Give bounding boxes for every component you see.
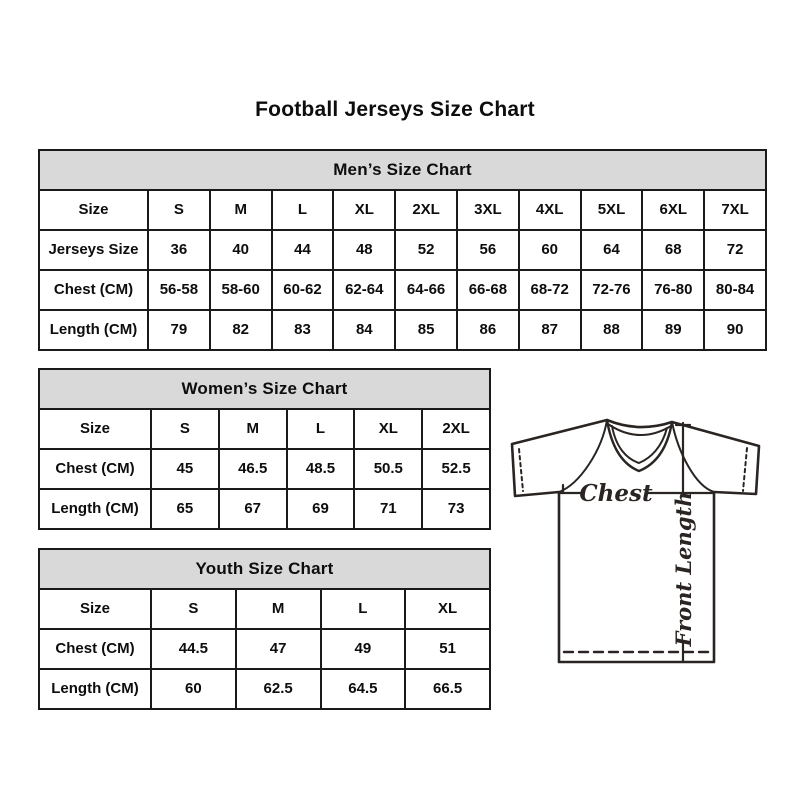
table-cell: L [272,190,334,230]
table-cell: 62.5 [236,669,321,709]
jersey-outline [512,420,759,662]
youth-table-title: Youth Size Chart [39,549,490,589]
womens-size-table [38,368,491,530]
table-cell: 48.5 [287,449,355,489]
table-cell: 90 [704,310,766,350]
table-cell: L [321,589,406,629]
table-cell: 46.5 [219,449,287,489]
table-cell: 87 [519,310,581,350]
table-row [39,190,766,230]
table-cell: M [219,409,287,449]
table-cell: 66.5 [405,669,490,709]
row-label: Chest (CM) [39,449,151,489]
table-cell: 79 [148,310,210,350]
table-cell: XL [405,589,490,629]
table-cell: 52.5 [422,449,490,489]
table-cell: 85 [395,310,457,350]
table-cell: 40 [210,230,272,270]
table-title-row [39,150,766,190]
table-title-row [39,549,490,589]
table-cell: 48 [333,230,395,270]
table-cell: L [287,409,355,449]
table-cell: 88 [581,310,643,350]
table-cell: 47 [236,629,321,669]
row-label: Length (CM) [39,310,148,350]
table-cell: 56-58 [148,270,210,310]
table-row [39,230,766,270]
table-cell: 7XL [704,190,766,230]
row-label: Jerseys Size [39,230,148,270]
table-cell: 82 [210,310,272,350]
jersey-measurement-diagram [502,402,784,696]
table-row [39,489,490,529]
table-row [39,409,490,449]
table-cell: 68 [642,230,704,270]
row-label: Size [39,589,151,629]
table-cell: 52 [395,230,457,270]
table-cell: 2XL [422,409,490,449]
table-cell: 4XL [519,190,581,230]
table-cell: 58-60 [210,270,272,310]
table-cell: 83 [272,310,334,350]
table-row [39,449,490,489]
table-cell: 3XL [457,190,519,230]
youth-size-table [38,548,491,710]
table-cell: S [148,190,210,230]
row-label: Length (CM) [39,489,151,529]
table-cell: 60 [151,669,236,709]
table-cell: 68-72 [519,270,581,310]
table-cell: 45 [151,449,219,489]
row-label: Length (CM) [39,669,151,709]
table-cell: 62-64 [333,270,395,310]
left-cuff-dashed-line [519,449,523,491]
table-title-row [39,369,490,409]
mens-size-table [38,149,767,351]
front-length-label: Front Length [671,491,696,647]
table-cell: 73 [422,489,490,529]
table-cell: M [236,589,321,629]
table-cell: XL [354,409,422,449]
table-cell: S [151,589,236,629]
table-cell: 60-62 [272,270,334,310]
table-cell: 6XL [642,190,704,230]
table-cell: 80-84 [704,270,766,310]
table-cell: 51 [405,629,490,669]
table-cell: 89 [642,310,704,350]
table-cell: 44 [272,230,334,270]
table-cell: 69 [287,489,355,529]
table-cell: 86 [457,310,519,350]
womens-table-title: Women’s Size Chart [39,369,490,409]
table-row [39,669,490,709]
row-label: Size [39,409,151,449]
table-row [39,629,490,669]
table-cell: 36 [148,230,210,270]
right-cuff-dashed-line [743,448,747,491]
table-cell: 71 [354,489,422,529]
table-cell: 64 [581,230,643,270]
table-cell: 65 [151,489,219,529]
table-cell: 5XL [581,190,643,230]
table-cell: 67 [219,489,287,529]
page-title: Football Jerseys Size Chart [255,98,535,121]
chest-label: Chest [579,480,653,507]
table-cell: M [210,190,272,230]
jersey-diagram-svg [502,402,784,696]
table-cell: XL [333,190,395,230]
mens-table-title: Men’s Size Chart [39,150,766,190]
table-cell: 66-68 [457,270,519,310]
table-cell: 72-76 [581,270,643,310]
row-label: Chest (CM) [39,629,151,669]
row-label: Size [39,190,148,230]
table-cell: 64-66 [395,270,457,310]
table-cell: 84 [333,310,395,350]
table-cell: 44.5 [151,629,236,669]
table-row [39,589,490,629]
row-label: Chest (CM) [39,270,148,310]
table-cell: 49 [321,629,406,669]
table-cell: 2XL [395,190,457,230]
table-cell: 76-80 [642,270,704,310]
table-row [39,270,766,310]
table-cell: 56 [457,230,519,270]
table-cell: 60 [519,230,581,270]
table-cell: 72 [704,230,766,270]
table-cell: 50.5 [354,449,422,489]
table-cell: 64.5 [321,669,406,709]
table-cell: S [151,409,219,449]
table-row [39,310,766,350]
